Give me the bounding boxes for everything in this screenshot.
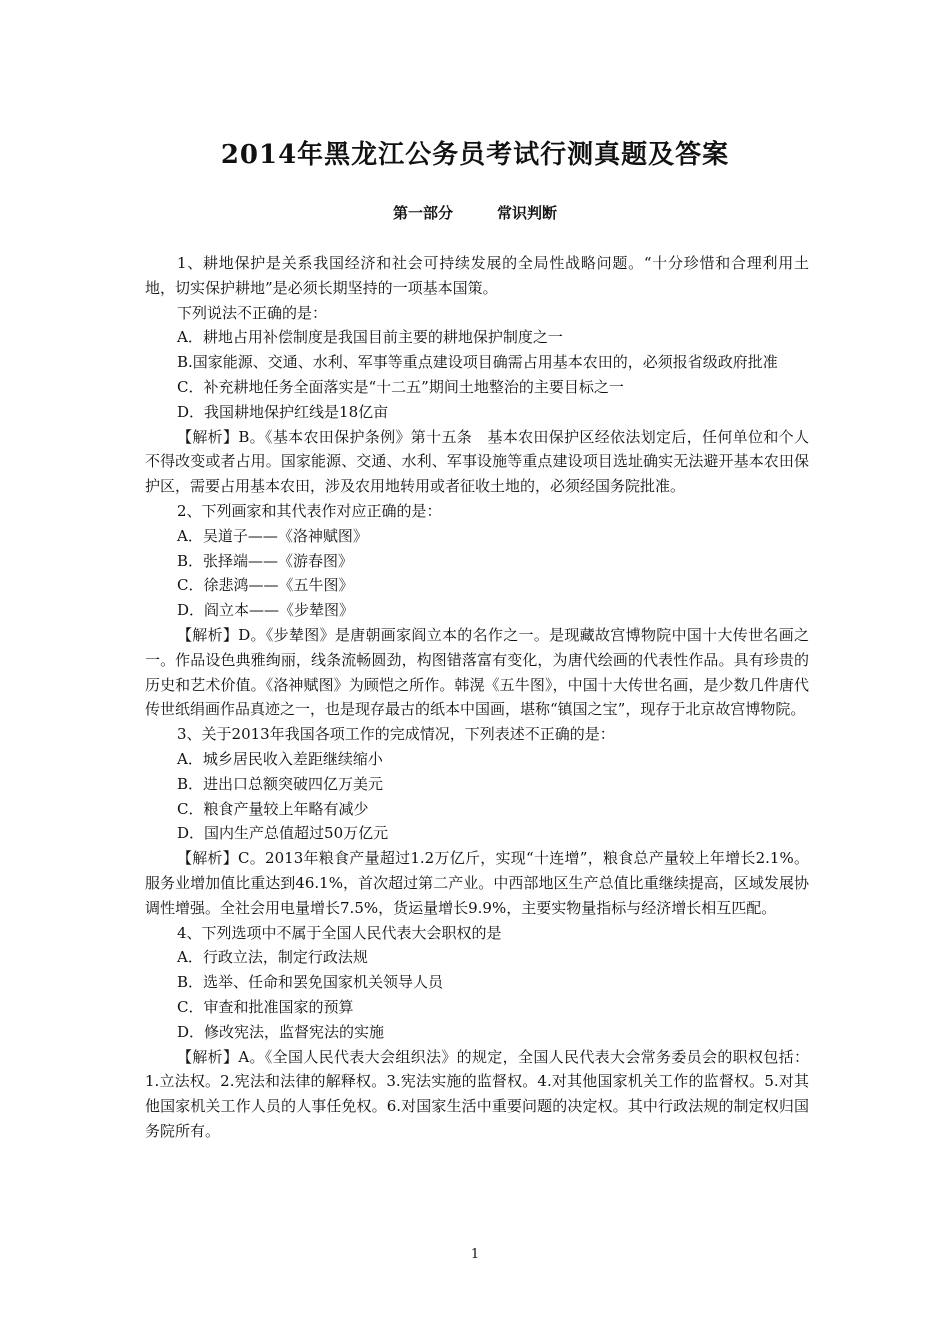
section-part: 第一部分 xyxy=(392,204,453,222)
question-4-analysis: 【解析】A。《全国人民代表大会组织法》的规定，全国人民代表大会常务委员会的职权包括：1.立法权。2.宪法和法律的解释权。3.宪法实施的监督权。4.对其他国家机关工作的监督权。5.对其他国家机关工作人员的人事任免权。6.对国家生活中重要问题的决定权。其中行政法规的制定权归国务院所有。 xyxy=(145,1047,809,1140)
question-1-option-c: C．补充耕地任务全面落实是“十二五”期间土地整治的主要目标之一 xyxy=(177,377,624,396)
question-2-option-c: C．徐悲鸿——《五牛图》 xyxy=(177,576,354,595)
question-1-option-d: D．我国耕地保护红线是18亿亩 xyxy=(177,402,389,421)
question-1-option-a: A．耕地占用补偿制度是我国目前主要的耕地保护制度之一 xyxy=(177,328,563,347)
question-4-option-b: B．选举、任命和罢免国家机关领导人员 xyxy=(177,973,444,992)
question-2-option-b: B．张择端——《游春图》 xyxy=(177,551,354,570)
page-number: 1 xyxy=(470,1247,480,1262)
question-3-stem: 3、关于2013年我国各项工作的完成情况，下列表述不正确的是： xyxy=(177,725,615,744)
question-3-option-c: C．粮食产量较上年略有减少 xyxy=(177,799,369,818)
question-4-option-a: A．行政立法，制定行政法规 xyxy=(177,948,368,967)
question-3-option-a: A．城乡居民收入差距继续缩小 xyxy=(177,749,383,768)
question-3-option-d: D．国内生产总值超过50万亿元 xyxy=(177,824,389,843)
page-title: 2014年黑龙江公务员考试行测真题及答案 xyxy=(220,140,730,170)
question-3-analysis: 【解析】C。2013年粮食产量超过1.2万亿斤，实现“十连增”，粮食总产量较上年增长2.1%。服务业增加值比重达到46.1%，首次超过第二产业。中西部地区生产总值比重继续提高，区域发展协调性增强。全社会用电量增长7.5%，货运量增长9.9%，主要实物量指标与经济增长相互匹配。 xyxy=(145,849,809,917)
question-2-option-d: D．阎立本——《步辇图》 xyxy=(177,601,355,620)
document-body xyxy=(145,251,809,1144)
question-2-analysis: 【解析】D。《步辇图》是唐朝画家阎立本的名作之一。是现藏故宫博物院中国十大传世名画之一。作品设色典雅绚丽，线条流畅圆劲，构图错落富有变化，为唐代绘画的代表性作品。具有珍贵的历史和艺术价值。《洛神赋图》为顾恺之所作。韩滉《五牛图》，中国十大传世名画，是少数几件唐代传世纸绢画作品真迹之一，也是现存最古的纸本中国画，堪称“镇国之宝”，现存于北京故宫博物院。 xyxy=(145,625,809,719)
question-3-option-b: B．进出口总额突破四亿万美元 xyxy=(177,774,384,793)
section-heading xyxy=(0,202,950,223)
question-1-stem: 1、耕地保护是关系我国经济和社会可持续发展的全局性战略问题。“十分珍惜和合理利用土地，切实保护耕地”是必须长期坚持的一项基本国策。 xyxy=(145,254,809,297)
question-1-option-b: B.国家能源、交通、水利、军事等重点建设项目确需占用基本农田的，必须报省级政府批准 xyxy=(177,353,778,372)
question-4-stem: 4、下列选项中不属于全国人民代表大会职权的是 xyxy=(177,923,502,942)
question-4-option-d: D．修改宪法，监督宪法的实施 xyxy=(177,1022,385,1041)
question-2-stem: 2、下列画家和其代表作对应正确的是： xyxy=(177,501,442,520)
question-1-prompt: 下列说法不正确的是： xyxy=(177,303,328,322)
question-2-option-a: A．吴道子——《洛神赋图》 xyxy=(177,526,368,545)
question-1-analysis: 【解析】B。《基本农田保护条例》第十五条 基本农田保护区经依法划定后，任何单位和个人不得改变或者占用。国家能源、交通、水利、军事设施等重点建设项目选址确实无法避开基本农田保护区，需要占用基本农田，涉及农用地转用或者征收土地的，必须经国务院批准。 xyxy=(145,427,809,496)
question-4-option-c: C．审查和批准国家的预算 xyxy=(177,997,354,1016)
section-name: 常识判断 xyxy=(497,204,558,222)
